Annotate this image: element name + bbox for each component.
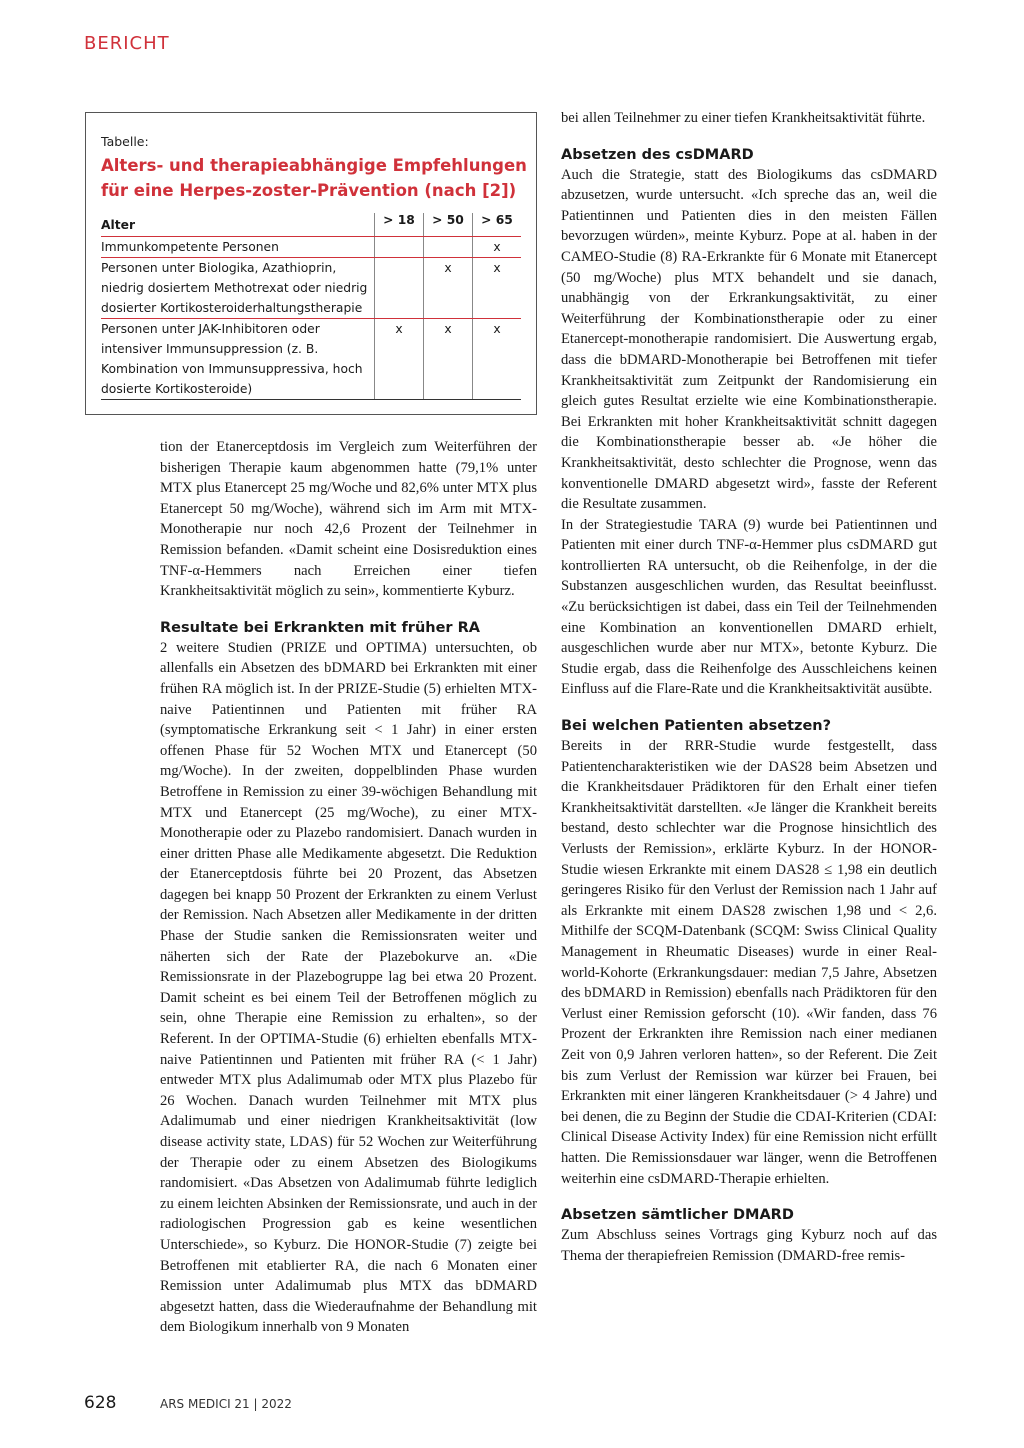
header-18: > 18	[375, 213, 424, 237]
body-paragraph: bei allen Teilnehmer zu einer tiefen Krankheitsaktivität führte.	[561, 110, 926, 126]
cell-18: x	[375, 319, 424, 400]
cell-50	[424, 237, 473, 258]
subheading: Absetzen des csDMARD	[561, 146, 754, 163]
header-age: Alter	[101, 213, 375, 237]
cell-50: x	[424, 258, 473, 319]
right-column	[561, 108, 937, 1266]
table-title: Alters- und therapieabhängige Empfehlungen für eine Herpes-zoster-Prävention (nach [2])	[101, 156, 527, 200]
body-paragraph: tion der Etanerceptdosis im Vergleich zum Weiterführen der bisherigen Therapie kaum abgenommen hatte (79,1% unter MTX plus Etanercept 25 mg/Woche und 82,6% unter MTX plus Etanercept 50 mg/Woche), während sich im Arm mit MTX-Monotherapie nur noch 42,6 Prozent der Teilnehmer in Remission befanden. «Damit scheint eine Dosisreduktion eines TNF-α-Hemmers nach Erreichen einer tiefen Krankheitsaktivität möglich zu sein», kommentierte Kyburz.	[160, 439, 537, 600]
row-label: Personen unter Biologika, Azathioprin, niedrig dosiertem Methotrexat oder niedrig dosierter Kortikosteroiderhaltungstherapie	[101, 258, 375, 319]
cell-18	[375, 258, 424, 319]
header-50: > 50	[424, 213, 473, 237]
body-paragraph: Zum Abschluss seines Vortrags ging Kyburz noch auf das Thema der therapiefreien Remission (DMARD-free remis-	[561, 1227, 937, 1264]
subheading: Bei welchen Patienten absetzen?	[561, 718, 832, 735]
header-65: > 65	[473, 213, 522, 237]
row-label: Immunkompetente Personen	[101, 237, 375, 258]
table-kicker: Tabelle:	[101, 134, 149, 149]
table-box	[85, 112, 537, 415]
body-paragraph: In der Strategiestudie TARA (9) wurde bei Patientinnen und Patienten mit einer durch TNF-α-Hemmer plus csDMARD gut kontrollierten RA untersucht, ob die Reihenfolge, in der die Substanzen ausgeschlichen wurden, das Resultat beeinflusst. «Zu berücksichtigen ist dabei, dass ein Teil der Teilnehmenden eine Kombination an konventionellen DMARD erhielt, ausgeschlichen wurde aber nur MTX», betonte Kyburz. Die Studie ergab, dass die Reihenfolge des Ausschleichens keinen Einfluss auf die Flare-Rate und die Krankheitsaktivität ausübte.	[561, 516, 937, 698]
body-paragraph: Auch die Strategie, statt des Biologikums das csDMARD abzusetzen, wurde untersucht. «Ich spreche das an, weil die Patientinnen und Patienten dies in den meisten Fällen bevorzugen würden», meinte Kyburz. Pope at al. haben in der CAMEO-Studie (8) RA-Erkrankte für 6 Monate mit Etanercept (50 mg/Woche) plus MTX behandelt und sie danach, unabhängig von der Erkrankungsaktivität, zu einer Weiterführung der Kombinationstherapie oder zu einer Etanercept-monotherapie randomisiert. Die Auswertung ergab, dass die bDMARD-Monotherapie bei Betroffenen mit tiefer Krankheitsaktivität zum Zeitpunkt der Randomisierung ein gleich gutes Resultat erzielte wie eine Kombinationstherapie. Bei Erkrankten mit hoher Krankheitsaktivität schnitt dagegen die Kombinationstherapie besser ab. «Je höher die Krankheitsaktivität, desto schlechter die Prognose, wenn das konventionelle DMARD abgesetzt wird», fasste der Referent die Resultate zusammen.	[561, 166, 937, 513]
table-row	[101, 237, 521, 258]
recommendation-table	[101, 213, 521, 400]
cell-65: x	[473, 319, 522, 400]
page-number: 628	[84, 1393, 117, 1413]
subheading: Absetzen sämtlicher DMARD	[561, 1207, 794, 1224]
cell-65: x	[473, 258, 522, 319]
cell-18	[375, 237, 424, 258]
table-row	[101, 258, 521, 319]
journal-issue: ARS MEDICI 21 | 2022	[160, 1397, 292, 1411]
table-header-row	[101, 213, 521, 237]
body-paragraph: 2 weitere Studien (PRIZE und OPTIMA) untersuchten, ob allenfalls ein Absetzen des bDMARD bei Erkrankten mit einer frühen RA möglich ist. In der PRIZE-Studie (5) erhielten MTX-naive Patientinnen und Patienten mit früher RA (symptomatische Erkrankung seit < 1 Jahr) in einer ersten offenen Phase für 52 Wochen MTX und Etanercept (50 mg/Woche). In der zweiten, doppelblinden Phase wurden Betroffene in Remission zu einer 39-wöchigen Behandlung mit MTX und Etanercept (25 mg/Woche), zu einer MTX-Monotherapie oder zu Plazebo randomisiert. Danach wurden in einer dritten Phase alle Medikamente abgesetzt. Die Reduktion der Etanerceptdosis führte bei 20 Prozent, das Absetzen dagegen bei knapp 50 Prozent der Erkrankten zu einem Verlust der Remission. Nach Absetzen aller Medikamente in der dritten Phase der Studie sanken die Remissionsraten weiter und näherten sich der Rate der Plazebokurve an. «Die Remissionsrate in der Plazebogruppe lag bei etwa 20 Prozent. Damit scheint es bei einem Teil der Betroffenen möglich zu sein, ohne Therapie eine Remission zu erhalten», so der Referent. In der OPTIMA-Studie (6) erhielten ebenfalls MTX-naive Patientinnen und Patienten mit früher RA (< 1 Jahr) entweder MTX plus Adalimumab oder MTX plus Plazebo für 26 Wochen. Danach wurden Teilnehmer mit MTX plus Adalimumab und einer niedrigen Krankheitsaktivität (low disease activity state, LDAS) für 52 Wochen zur Weiterführung der Therapie oder zu einem Absetzen des Biologikums randomisiert. «Das Absetzen von Adalimumab führte lediglich zu einem leichten Absinken der Remissionsrate, und auch in der radiologischen Progression gab es keine wesentlichen Unterschiede», so Kyburz. Die HONOR-Studie (7) zeigte bei Betroffenen mit etablierter RA, die nach 6 Monaten einer Remission unter Adalimumab plus MTX das bDMARD abgesetzt hatten, dass die Wiederaufnahme der Behandlung mit dem Biologikum innerhalb von 9 Monaten	[160, 639, 537, 1336]
section-label: BERICHT	[84, 33, 170, 54]
cell-50: x	[424, 319, 473, 400]
subheading: Resultate bei Erkrankten mit früher RA	[160, 619, 481, 636]
left-column	[160, 437, 537, 1338]
table-row	[101, 319, 521, 400]
cell-65: x	[473, 237, 522, 258]
row-label: Personen unter JAK-Inhibitoren oder intensiver Immunsuppression (z. B. Kombination von Immunsuppressiva, hoch dosierte Kortikosteroide)	[101, 319, 375, 400]
body-paragraph: Bereits in der RRR-Studie wurde festgestellt, dass Patientencharakteristiken wie der DAS28 beim Absetzen und die Krankheitsdauer Prädiktoren für den Erhalt einer tiefen Krankheitsaktivität darstellten. «Je länger die Krankheit bereits bestand, desto schlechter war die Prognose hinsichtlich des Verlusts der Remission», erklärte Kyburz. In der HONOR-Studie wiesen Erkrankte mit einem DAS28 ≤ 1,98 ein deutlich geringeres Risiko für den Verlust der Remission nach 1 Jahr auf als Erkrankte mit einem DAS28 zwischen 1,98 und < 2,6. Mithilfe der SCQM-Datenbank (SCQM: Swiss Clinical Quality Management in Rheumatic Diseases) wurde in einer Real-world-Kohorte (Erkrankungsdauer: median 7,5 Jahre, Absetzen des bDMARD in Remission) ebenfalls nach Prädiktoren für den Verlust einer Remission geforscht (10). «Wir fanden, dass 76 Prozent der Erkrankten ihre Remission nach einer medianen Zeit von 0,9 Jahren verloren hatten», so der Referent. Die Zeit bis zum Verlust der Remission war kürzer bei Frauen, bei Erkrankten mit einer längeren Krankheitsdauer (> 4 Jahre) und bei denen, die zu Beginn der Studie die CDAI-Kriterien (CDAI: Clinical Disease Activity Index) für eine Remission nicht erfüllt hatten. Die Remissionsdauer war länger, wenn die Betroffenen weiterhin eine csDMARD-Therapie erhielten.	[561, 738, 937, 1187]
